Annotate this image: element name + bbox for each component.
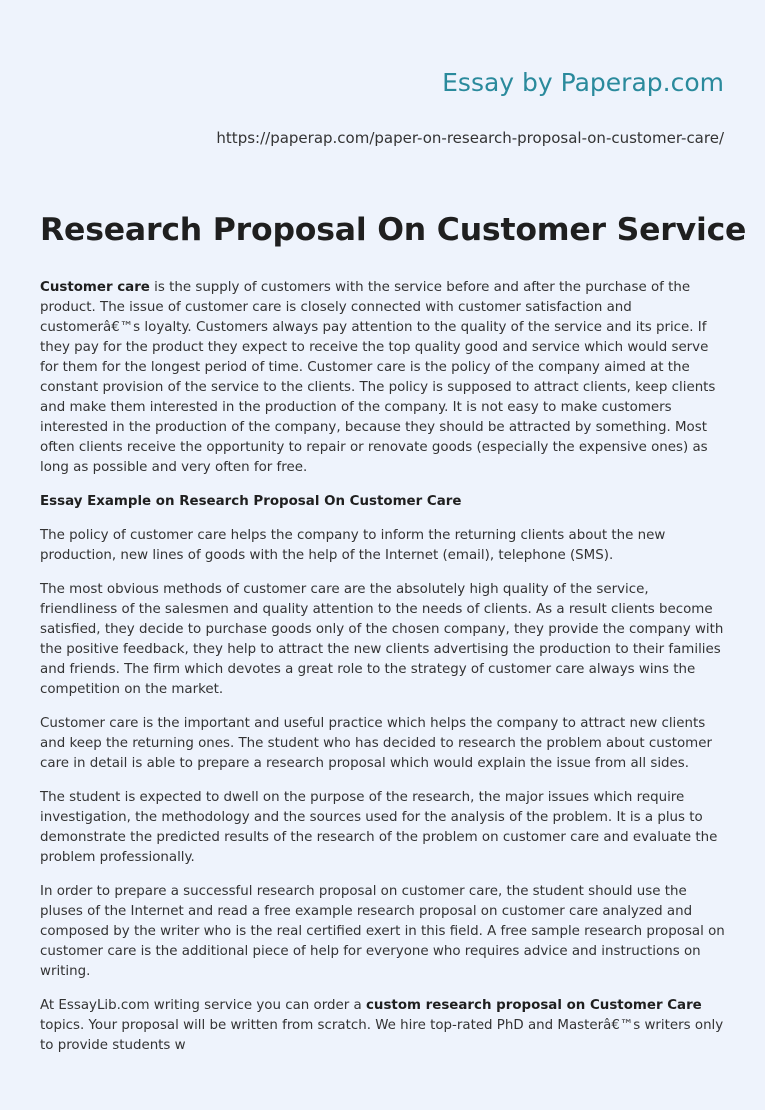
article-body — [40, 278, 727, 1070]
p7-text-before: At EssayLib.com writing service you can order a — [40, 998, 366, 1013]
paragraph-7 — [40, 996, 727, 1056]
intro-bold-term: Customer care — [40, 280, 150, 295]
paragraph-intro — [40, 278, 727, 478]
paragraph-4: Customer care is the important and useful practice which helps the company to attract new clients and keep the returning ones. The student who has decided to research the problem about customer care in detail is able to prepare a research proposal which would explain the issue from all sides. — [40, 716, 712, 771]
site-brand[interactable]: Essay by Paperap.com — [442, 68, 724, 97]
paragraph-6: In order to prepare a successful research proposal on customer care, the student should use the pluses of the Internet and read a free example research proposal on customer care analyzed and composed by the writer who is the real certified exert in this field. A free sample research proposal on customer care is the additional piece of help for everyone who requires advice and instructions on writing. — [40, 884, 725, 979]
source-url[interactable]: https://paperap.com/paper-on-research-proposal-on-customer-care/ — [216, 129, 724, 147]
subheading-text: Essay Example on Research Proposal On Customer Care — [40, 494, 462, 509]
paragraph-3: The most obvious methods of customer care are the absolutely high quality of the service, friendliness of the salesmen and quality attention to the needs of clients. As a result clients become satisfied, they decide to purchase goods only of the chosen company, they provide the company with the positive feedback, they help to attract the new clients advertising the production to their families and friends. The firm which devotes a great role to the strategy of customer care always wins the competition on the market. — [40, 582, 724, 697]
paragraph-2: The policy of customer care helps the company to inform the returning clients about the new production, new lines of goods with the help of the Internet (email), telephone (SMS). — [40, 528, 666, 563]
p7-bold-link: custom research proposal on Customer Care — [365, 998, 702, 1013]
subheading — [40, 492, 727, 512]
page-title: Research Proposal On Customer Service — [40, 212, 747, 248]
p7-text-after: topics. Your proposal will be written from scratch. We hire top-rated PhD and Masterâ€™s writers only to provide students w — [40, 1018, 724, 1053]
intro-text: is the supply of customers with the service before and after the purchase of the product. The issue of customer care is closely connected with customer satisfaction and customerâ€™s loyalty. Customers always pay attention to the quality of the service and its price. If they pay for the product they expect to receive the top quality good and service which would serve for them for the longest period of time. Customer care is the policy of the company aimed at the constant provision of the service to the clients. The policy is supposed to attract clients, keep clients and make them interested in the production of the company. It is not easy to make customers interested in the production of the company, because they should be attracted by something. Most often clients receive the opportunity to repair or renovate goods (especially the expensive ones) as long as possible and very often for free. — [40, 280, 716, 475]
paragraph-5: The student is expected to dwell on the purpose of the research, the major issues which require investigation, the methodology and the sources used for the analysis of the problem. It is a plus to demonstrate the predicted results of the research of the problem on customer care and evaluate the problem professionally. — [40, 790, 718, 865]
